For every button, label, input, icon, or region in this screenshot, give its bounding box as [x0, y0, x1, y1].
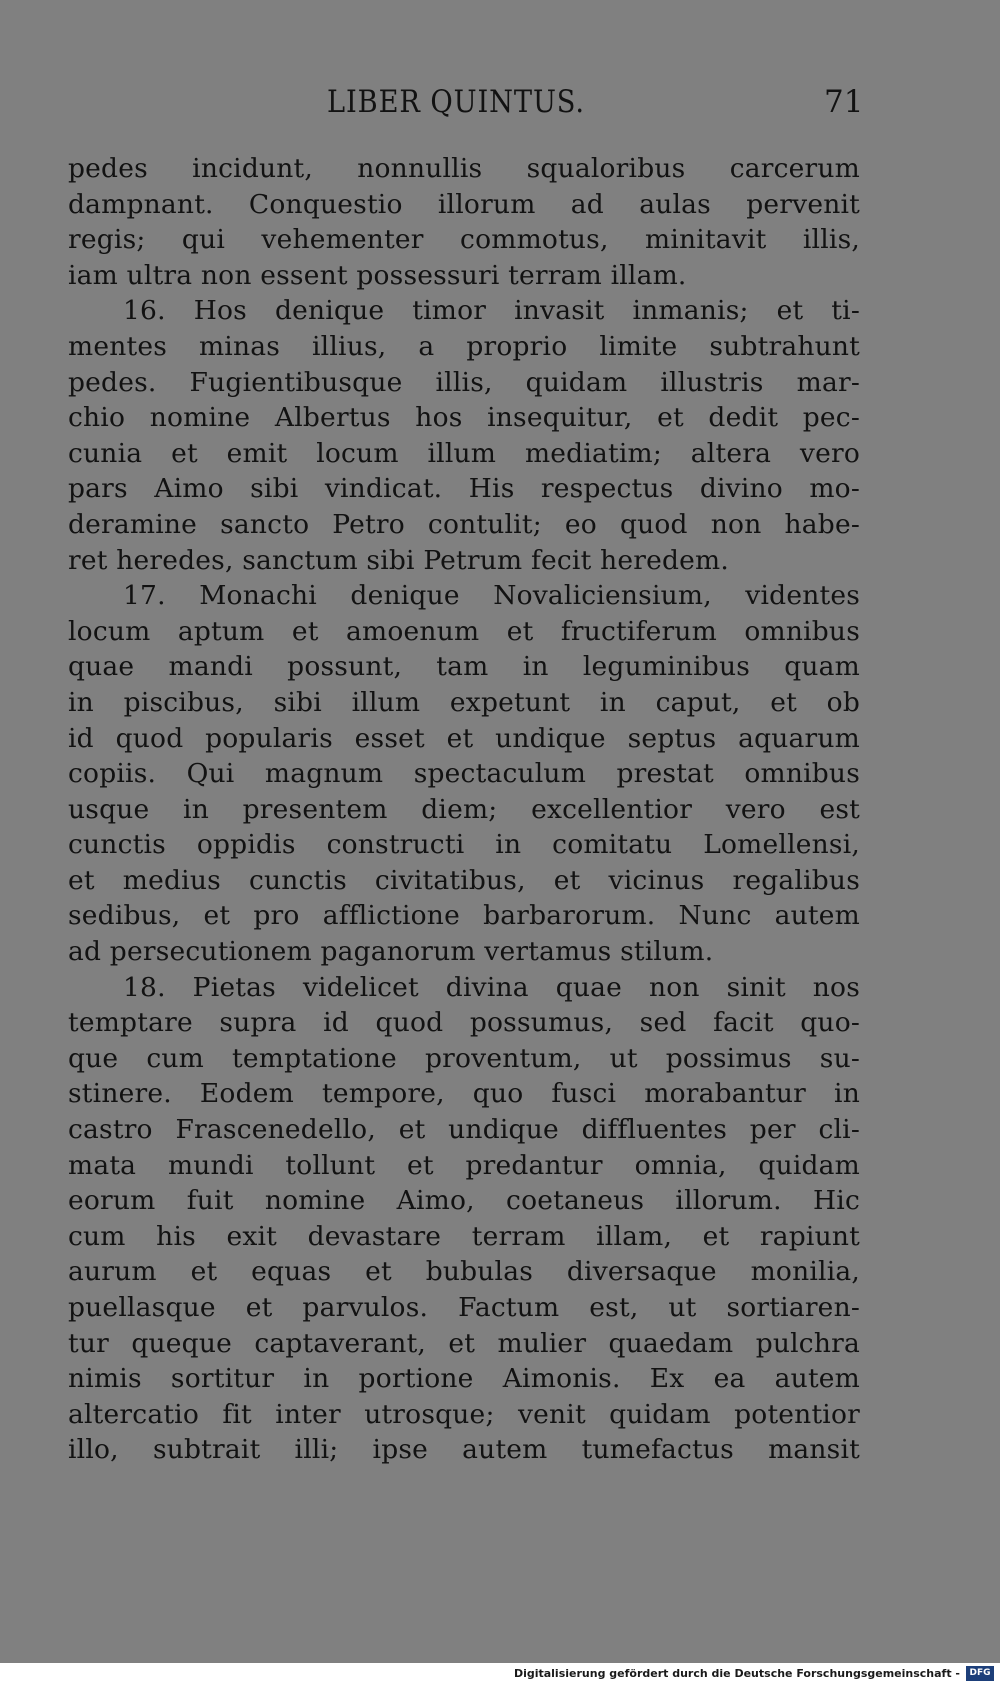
text-line: chio nomine Albertus hos insequitur, et dedit pec-	[68, 402, 860, 434]
text-line: pedes. Fugientibusque illis, quidam illustris mar-	[68, 366, 860, 398]
text-line: pedes incidunt, nonnullis squaloribus carcerum	[68, 153, 860, 184]
text-line: illo, subtrait illi; ipse autem tumefactus mansit	[68, 1434, 860, 1466]
text-line: ad persecutionem paganorum vertamus stilum.	[68, 936, 714, 968]
text-line: tur queque captaverant, et mulier quaedam pulchra	[68, 1327, 860, 1359]
text-line: mentes minas illius, a proprio limite subtrahunt	[68, 330, 860, 362]
text-line: ret heredes, sanctum sibi Petrum fecit heredem.	[68, 544, 729, 576]
text-line: locum aptum et amoenum et fructiferum omnibus	[68, 615, 860, 647]
text-line: stinere. Eodem tempore, quo fusci morabantur in	[68, 1078, 860, 1110]
digitization-footer	[0, 1663, 1000, 1685]
text-line: temptare supra id quod possumus, sed facit quo-	[68, 1007, 860, 1039]
page-number: 71	[824, 84, 864, 120]
page-header	[0, 84, 1000, 124]
text-line: iam ultra non essent possessuri terram illam.	[68, 259, 687, 291]
body-text	[68, 151, 860, 1468]
text-line: 18. Pietas videlicet divina quae non sinit nos	[123, 971, 860, 1003]
text-line: aurum et equas et bubulas diversaque monilia,	[68, 1256, 860, 1288]
text-line: quae mandi possunt, tam in leguminibus quam	[68, 651, 860, 683]
text-line: pars Aimo sibi vindicat. His respectus divino mo-	[68, 473, 860, 505]
dfg-logo-icon: DFG	[966, 1666, 994, 1681]
text-line: altercatio fit inter utrosque; venit quidam potentior	[68, 1398, 860, 1430]
text-line: 16. Hos denique timor invasit inmanis; et ti-	[123, 295, 860, 327]
text-line: cunctis oppidis constructi in comitatu Lomellensi,	[68, 829, 860, 861]
text-line: dampnant. Conquestio illorum ad aulas pervenit	[68, 188, 860, 220]
text-line: id quod popularis esset et undique septus aquarum	[68, 722, 860, 754]
text-line: regis; qui vehementer commotus, minitavit illis,	[68, 224, 860, 256]
text-line: nimis sortitur in portione Aimonis. Ex ea autem	[68, 1363, 860, 1395]
text-line: usque in presentem diem; excellentior vero est	[68, 793, 860, 825]
text-line: in piscibus, sibi illum expetunt in caput, et ob	[68, 686, 860, 718]
text-line: mata mundi tollunt et predantur omnia, quidam	[68, 1149, 860, 1181]
text-line: et medius cunctis civitatibus, et vicinus regalibus	[68, 864, 860, 896]
text-line: castro Frascenedello, et undique diffluentes per cli-	[68, 1114, 860, 1146]
funding-credit: Digitalisierung gefördert durch die Deutsche Forschungsgemeinschaft -	[513, 1667, 960, 1680]
text-line: 17. Monachi denique Novaliciensium, videntes	[123, 580, 860, 612]
text-line: puellasque et parvulos. Factum est, ut sortiaren-	[68, 1292, 860, 1323]
text-line: copiis. Qui magnum spectaculum prestat omnibus	[68, 758, 860, 790]
text-line: sedibus, et pro afflictione barbarorum. Nunc autem	[68, 900, 860, 932]
text-line: deramine sancto Petro contulit; eo quod non habe-	[68, 508, 860, 540]
text-line: eorum fuit nomine Aimo, coetaneus illorum. Hic	[68, 1185, 860, 1217]
text-line: cum his exit devastare terram illam, et rapiunt	[68, 1220, 860, 1252]
text-line: que cum temptatione proventum, ut possimus su-	[68, 1042, 860, 1074]
text-line: cunia et emit locum illum mediatim; altera vero	[68, 437, 860, 469]
running-title: LIBER QUINTUS.	[327, 84, 585, 120]
